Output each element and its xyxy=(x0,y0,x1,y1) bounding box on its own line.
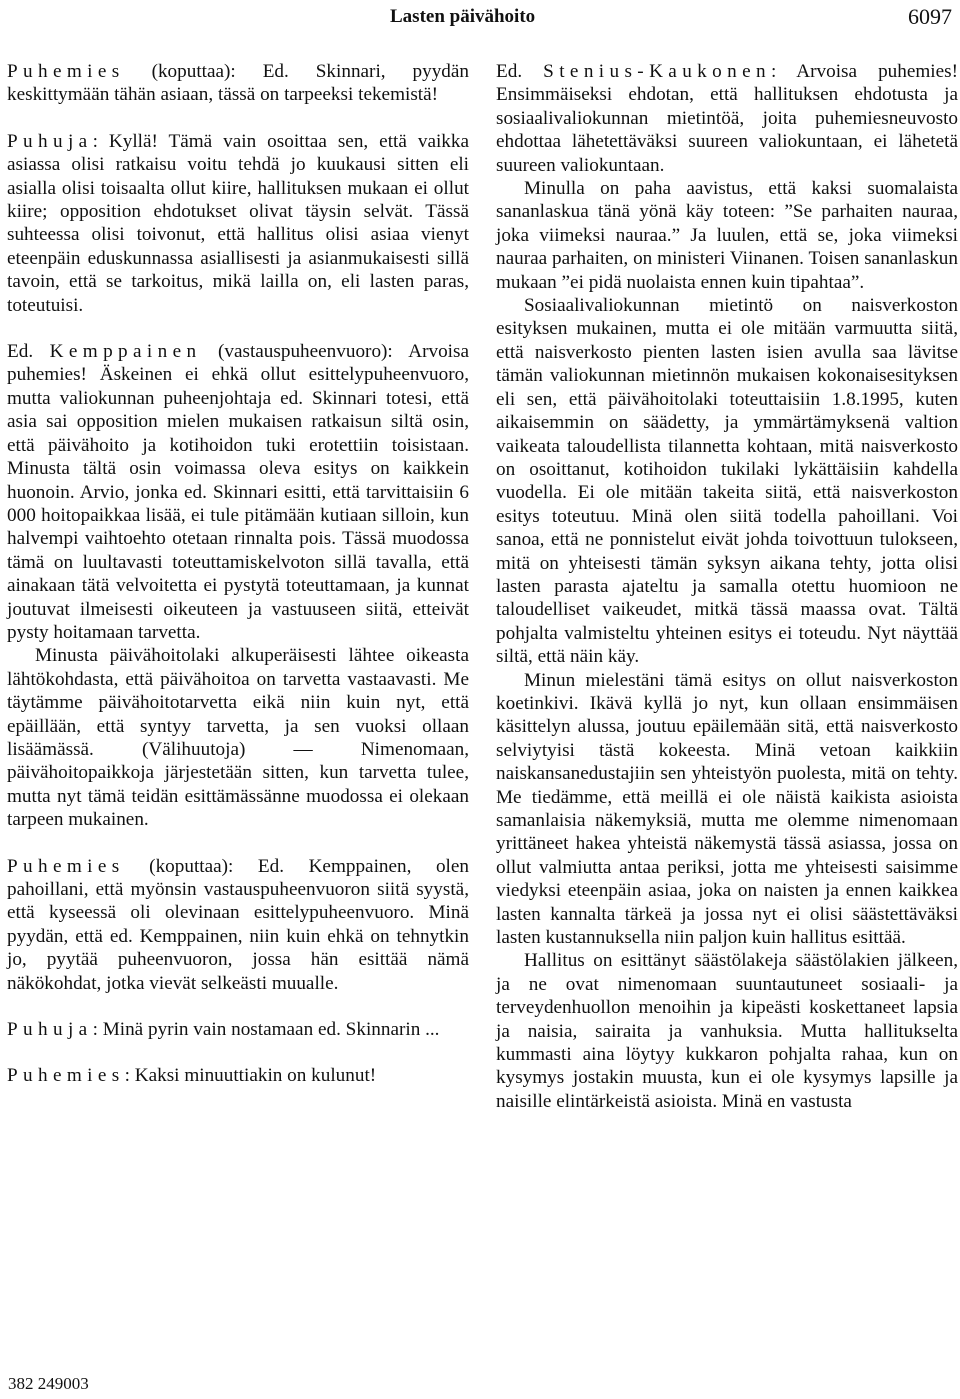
paragraph: Hallitus on esittänyt säästölakeja säästölakien jälkeen, ja ne ovat nimenomaan suuntautuneet sosiaali- ja terveydenhuollon menoihin ja kipeästi koskettaneet lapsia ja naisia, sairaita ja vanhuksia. Mutta hallitukselta kummasti aina löytyy kukkaron pohjalta rahaa, kun on kysymys jostakin muusta, kun ei ole kysymys lapsille ja naisille elintärkeistä asioista. Minä en vastusta xyxy=(496,950,958,1112)
paragraph: Puhemies (koputtaa): Ed. Skinnari, pyydän keskittymään tähän asiaan, tässä on tarpeeksi tekemistä! xyxy=(7,61,469,106)
paragraph: Sosiaalivaliokunnan mietintö on naisverkoston esityksen mukainen, mutta ei ole mitään varmuutta siitä, että naisverkosto pienten lasten isien avulla saa lävitse tämän valiokunnan mietinnön mukaisen kokonaisesityksen eli sen, että päivähoitolaki toteuttaisiin 1.8.1995, kuten aikaisemmin on säädetty, ja ymmärtämyksenä valtion vaikeata taloudellista tilannetta kohtaan, mitä naisverkosto on osoittanut, kotihoidon tukilaki lykättäisiin kahdella vuodella. Ei ole mitään takeita siitä, että naisverkoston esitys toteutuu. Minä olen siitä todella pahoillani. Voi sanoa, että ne ponnistelut eivät johda toivottuun tulokseen, mitä on yhteisesti tämän syksyn aikana tehty, jotta olisi lasten parasta ajateltu ja samalla otettu huomioon ne taloudelliset vaikeudet, mitkä tässä maassa ovat. Tältä pohjalta valmisteltu yhteinen esitys ei toteudu. Nyt näyttää siltä, että näin käy. xyxy=(496,295,958,668)
left-column xyxy=(7,60,469,1088)
paragraph: Minulla on paha aavistus, että kaksi suomalaista sananlaskua tänä yönä käy toteen: ”Se parhaiten nauraa, joka viimeksi nauraa.” Ja luulen, että se, joka viimeksi nauraa parhaiten, on ministeri Viinanen. Toisen sananlaskun mukaan ”ei pidä nuolaista ennen kuin tipahtaa”. xyxy=(496,178,958,293)
paragraph: Puhemies: Kaksi minuuttiakin on kulunut! xyxy=(7,1065,377,1087)
paragraph: Minun mielestäni tämä esitys on ollut naisverkoston koetinkivi. Ikävä kyllä jo nyt, kun ollaan ensimmäisen käsittelyn alussa, joutuu epäilemään sitä, että naisverkosto selviytyisi tästä kokeesta. Minä vetoan kaikkiin naiskansanedustajiin sen yhteistyön puolesta, mitä on tehty. Me tiedämme, että meillä ei ole näistä kaikista asioista samanlaisia näkemyksiä, mutta me olemme nimenomaan yrittäneet hakea yhteistä näkemystä tässä asiassa, jossa on ollut valmiutta antaa periksi, jotta me yhteisesti saisimme viedyksi eteenpäin asiaa, joka on naisten ja ennen kaikkea lasten kannalta tärkeä ja jossa nyt ei olisi säästettäväksi lasten kustannuksella niin paljon kuin hallitus esittää. xyxy=(496,669,958,949)
footer-code: 382 249003 xyxy=(8,1374,89,1393)
page-number: 6097 xyxy=(908,4,952,29)
speaker-name: Puhuja xyxy=(7,130,93,152)
paragraph: Puhuja: Kyllä! Tämä vain osoittaa sen, että vaikka asiassa olisi ratkaisu voitu tehdä jo kuukausi sitten eli asialla olisi toisaalta ollut kiire, hallituksen mukaan ei ollut kiire; opposition ehdotukset olivat täysin selvät. Tässä suhteessa olisi toivonut, että hallitus olisi asiaa vienyt eteenpäin eduskunnassa asiallisesti ja asianmukaisesti sillä tavoin, että se tarkoitus, mikä lailla on, eli lasten paras, toteutuisi. xyxy=(7,130,469,316)
speaker-name: Puhemies xyxy=(7,1065,125,1087)
paragraph: Ed. Kemppainen (vastauspuheenvuoro): Arvoisa puhemies! Äskeinen ei ehkä ollut esittelypuheenvuoro, mutta valiokunnan puheenjohtaja ed. Skinnari totesi, että asia sai opposition mielen mukaisen ratkaisun siltä osin, että päivähoito ja kotihoidon tuki erotettiin toisistaan. Minusta tältä osin voimassa oleva esitys on kaikkein huonoin. Arvio, jonka ed. Skinnari esitti, että tarvittaisiin 6 000 hoitopaikkaa lisää, ei tule pitämään kutiaan silloin, kun halvempi vaihtoehto otetaan rinnalta pois. Tässä muodossa tämä on luultavasti toteuttamiskelvoton sillä tavalla, että ainakaan tätä velvoitetta ei pystytä toteuttamaan, ja kunnat joutuvat ilmeisesti oikeuteen ja vastuuseen siitä, etteivät pysty hoitamaan tarvetta. xyxy=(7,341,469,643)
speaker-name: Puhemies xyxy=(7,61,125,82)
speaker-name: Puhuja xyxy=(7,1019,93,1041)
paragraph: Minusta päivähoitolaki alkuperäisesti lähtee oikeasta lähtökohdasta, että päivähoitoa on tarvetta vastaavasti. Me täytämme päivähoitotarvetta eikä niin kuin nyt, että epäillään, että syntyy tarvetta, ja sen vuoksi ollaan lisäämässä. (Välihuutoja) — Nimenomaan, päivähoitopaikkoja järjestetään sitten, kun tarvetta tulee, mutta nyt tämä teidän esittämässänne muodossa ei olekaan tarpeen mukainen. xyxy=(7,645,469,831)
speaker-name: Stenius-Kaukonen xyxy=(543,61,771,82)
speaker-name: Kemppainen xyxy=(49,341,202,363)
right-column xyxy=(496,60,958,1113)
paragraph: Puhemies (koputtaa): Ed. Kemppainen, olen pahoillani, että myönsin vastauspuheenvuoron siitä syystä, että kyseessä oli olevinaan esittelypuheenvuoro. Minä pyydän, että ed. Kemppainen, niin kuin ehkä on tehnytkin jo, pyytää puheenvuoron, jossa hän esittää nämä näkökohdat, jotka vievät selkeästi muualle. xyxy=(7,855,469,994)
running-head: Lasten päivähoito xyxy=(390,6,536,27)
page-header xyxy=(0,0,960,40)
speaker-name: Puhemies xyxy=(7,855,125,877)
paragraph: Puhuja: Minä pyrin vain nostamaan ed. Skinnarin ... xyxy=(7,1019,440,1041)
paragraph: Ed. Stenius-Kaukonen: Arvoisa puhemies! Ensimmäiseksi ehdotan, että hallituksen ehdotusta ja sosiaalivaliokunnan mietintöä, joita puhemiesneuvosto ehdottaa lähetettäväksi suureen valiokuntaan, ei lähetetä suureen valiokuntaan. xyxy=(496,61,958,176)
